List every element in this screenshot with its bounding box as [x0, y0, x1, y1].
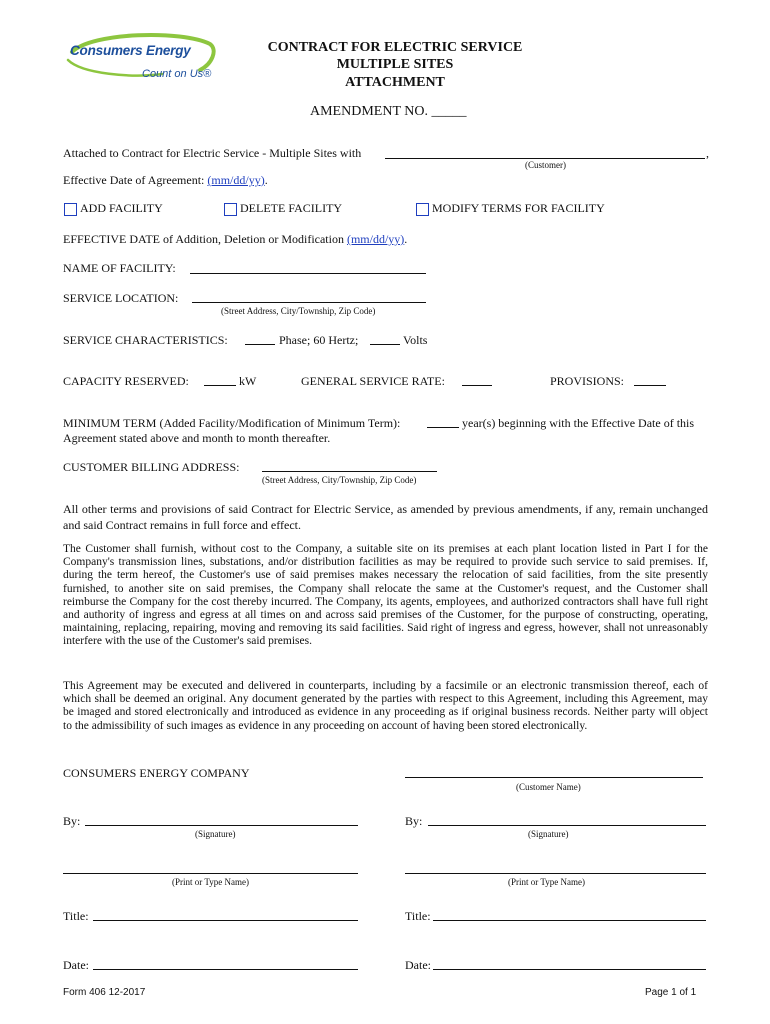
minimum-term-label: MINIMUM TERM (Added Facility/Modification of Minimum Term): — [63, 416, 401, 430]
billing-address-label: CUSTOMER BILLING ADDRESS: — [63, 460, 240, 474]
add-facility-checkbox[interactable] — [64, 203, 77, 216]
minimum-term-field[interactable] — [427, 427, 459, 428]
facility-name-label: NAME OF FACILITY: — [63, 261, 176, 275]
provisions-label: PROVISIONS: — [550, 374, 625, 388]
company-print-name-field[interactable] — [63, 873, 358, 874]
effective-date-trail: . — [264, 173, 268, 187]
customer-signature-caption: (Signature) — [528, 829, 569, 839]
volts-label: Volts — [403, 333, 428, 347]
customer-date-field[interactable] — [433, 969, 706, 970]
page-number: Page 1 of 1 — [645, 987, 697, 998]
delete-facility-checkbox[interactable] — [224, 203, 237, 216]
customer-signature-field[interactable] — [428, 825, 706, 826]
service-location-label: SERVICE LOCATION: — [63, 291, 179, 305]
service-characteristics-label: SERVICE CHARACTERISTICS: — [63, 333, 228, 347]
customer-title-label: Title: — [405, 909, 431, 923]
amendment-number: AMENDMENT NO. _____ — [310, 104, 467, 119]
general-rate-field[interactable] — [462, 385, 492, 386]
add-facility-label: ADD FACILITY — [80, 201, 163, 215]
facility-name-field[interactable] — [190, 273, 426, 274]
customer-field[interactable] — [385, 158, 705, 159]
form-number: Form 406 12-2017 — [63, 987, 146, 998]
minimum-term-line-2: Agreement stated above and month to month thereafter. — [63, 431, 331, 445]
company-name: CONSUMERS ENERGY COMPANY — [63, 766, 250, 780]
phase-label: Phase; 60 Hertz; — [279, 333, 359, 347]
logo-name: Consumers Energy — [70, 43, 191, 58]
service-location-field[interactable] — [192, 302, 426, 303]
customer-name-caption: (Customer Name) — [516, 782, 581, 792]
minimum-term-label-2: year(s) beginning with the Effective Date of this — [462, 416, 695, 430]
modify-terms-checkbox[interactable] — [416, 203, 429, 216]
company-date-field[interactable] — [93, 969, 358, 970]
volts-field[interactable] — [370, 344, 400, 345]
billing-address-field[interactable] — [262, 471, 437, 472]
effective-change-trail: . — [404, 232, 408, 246]
delete-facility-label: DELETE FACILITY — [240, 201, 343, 215]
company-signature-field[interactable] — [85, 825, 358, 826]
customer-title-field[interactable] — [433, 920, 706, 921]
capacity-unit: kW — [239, 374, 257, 388]
site-paragraph: The Customer shall furnish, without cost to the Company, a suitable site on its premises at each plant location listed in Part I for the Company's transmission lines, substations, and/or distribution facilities as may be required to provide such service to said premises. If, during the term hereof, the Customer's use of said premises makes necessary the relocation of said facilities, from the site presently furnished, to another site on said premises, the Company shall relocate the same at the Customer's request, and the Customer shall reimburse the Company for the cost thereby incurred. The Company, its agents, employees, and authorized contractors shall have full right and authority of ingress and egress at all times on and across said premises of the Customer, for the purpose of constructing, operating, maintaining, replacing, repairing, moving and removing its said facilities. Said right of ingress and egress, however, shall not unreasonably interfere with the use of the Customer's said premises. — [63, 543, 708, 648]
attached-label: Attached to Contract for Electric Service - Multiple Sites with — [63, 146, 362, 160]
logo-tagline: Count on Us® — [142, 68, 212, 80]
effective-change-label: EFFECTIVE DATE of Addition, Deletion or Modification — [63, 232, 344, 246]
effective-change-row — [63, 232, 407, 247]
company-title-field[interactable] — [93, 920, 358, 921]
title-line-1: CONTRACT FOR ELECTRIC SERVICE — [267, 40, 523, 55]
company-by-label: By: — [63, 814, 81, 828]
customer-print-name-caption: (Print or Type Name) — [508, 877, 585, 887]
effective-date-label: Effective Date of Agreement: — [63, 173, 205, 187]
title-line-2: MULTIPLE SITES — [336, 57, 454, 72]
general-rate-label: GENERAL SERVICE RATE: — [301, 374, 445, 388]
billing-address-caption: (Street Address, City/Township, Zip Code) — [262, 475, 417, 485]
effective-date-field[interactable]: (mm/dd/yy) — [207, 173, 265, 187]
counterparts-paragraph: This Agreement may be executed and delivered in counterparts, including by a facsimile or an electronic transmission thereof, each of which shall be deemed an original. Any document generated by the parties with respect to this Agreement, including this Agreement, may be imaged and stored electronically and introduced as evidence in any proceeding as if original business records. Neither party will object to the admissibility of such images as evidence in any proceeding on account of having been stored electronically. — [63, 680, 708, 732]
customer-date-label: Date: — [405, 958, 431, 972]
service-location-caption: (Street Address, City/Township, Zip Code) — [221, 306, 376, 316]
customer-by-label: By: — [405, 814, 423, 828]
modify-terms-label: MODIFY TERMS FOR FACILITY — [432, 201, 605, 215]
effective-change-field[interactable]: (mm/dd/yy) — [346, 232, 405, 246]
company-title-label: Title: — [63, 909, 89, 923]
customer-caption: (Customer) — [525, 160, 566, 170]
company-signature-caption: (Signature) — [195, 829, 236, 839]
attached-trail: , — [706, 146, 709, 160]
customer-print-name-field[interactable] — [405, 873, 706, 874]
customer-name-field[interactable] — [405, 777, 703, 778]
phase-field[interactable] — [245, 344, 275, 345]
provisions-field[interactable] — [634, 385, 666, 386]
effective-date-row — [63, 173, 268, 188]
capacity-field[interactable] — [204, 385, 236, 386]
capacity-label: CAPACITY RESERVED: — [63, 374, 189, 388]
title-line-3: ATTACHMENT — [345, 75, 445, 90]
company-print-name-caption: (Print or Type Name) — [172, 877, 249, 887]
company-date-label: Date: — [63, 958, 89, 972]
terms-paragraph: All other terms and provisions of said Contract for Electric Service, as amended by previous amendments, if any, remain unchanged and said Contract remains in full force and effect. — [63, 502, 708, 532]
